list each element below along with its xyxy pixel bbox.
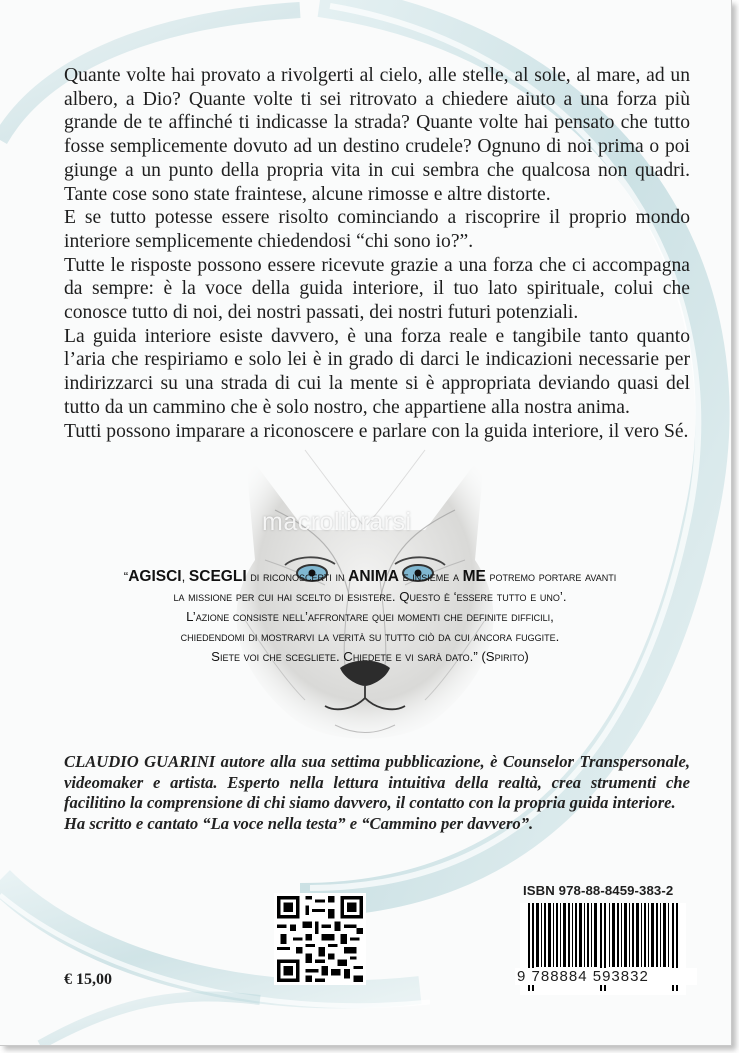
main-paragraph: Quante volte hai provato a rivolgerti al cielo, alle stelle, al sole, al mare, ad un albero, a Dio? Quante volte ti sei ritrovato a chiedere aiuto a una forza più grande de te affinché ti indicasse la strada? Quante volte hai pensato che tutto fosse semplicemente dovuto ad un destino crudele? Ognuno di noi prima o poi giunge a un punto della propria vita in cui sembra che qualcosa non quadri. Tante cose sono state fraintese, alcune rimosse e altre distorte.: [64, 65, 690, 205]
main-paragraph: Tutti possono imparare a riconoscere e parlare con la guida interiore, il vero Sé.: [64, 420, 689, 442]
barcode-digits: 9 788884 593832: [515, 968, 697, 985]
price: € 15,00: [64, 971, 112, 988]
quote-line-4: chiedendomi di mostrarvi la verità su tutto ciò da cui ancora fuggite.: [180, 629, 560, 644]
quote-text: e insieme a: [398, 569, 463, 584]
quote-keyword: ANIMA: [348, 568, 399, 585]
quote-text: potremo portare avanti: [485, 569, 617, 584]
isbn-label: ISBN 978-88-8459-383-2: [523, 883, 674, 898]
main-paragraph: E se tutto potesse essere risolto cominciando a riscoprire il proprio mondo interiore semplicemente chiedendosi “chi sono io?”.: [64, 207, 690, 252]
quote-line-1: [60, 567, 680, 587]
bio-paragraph: CLAUDIO GUARINI autore alla sua settima pubblicazione, è Counselor Transpersonale, videomaker e artista. Esperto nella lettura intuitiva della realtà, crea strumenti che facilitino la comprensione di chi siamo davvero, il contatto con la propria guida interiore.: [64, 752, 690, 813]
quote-line-3: L’azione consiste nell’affrontare quei momenti che definite difficili,: [186, 609, 554, 624]
quote-line-2: la missione per cui hai scelto di esistere. Questo è ‘essere tutto e uno’.: [173, 589, 567, 604]
quote-text: di riconoscerti in: [246, 569, 349, 584]
quote-text: ,: [181, 569, 189, 584]
quote-open-mark: “: [123, 569, 129, 584]
watermark: macrolibrarsi: [262, 508, 412, 536]
main-text: [64, 64, 690, 443]
qr-code: [274, 893, 366, 985]
quote-keyword: SCEGLI: [188, 568, 247, 585]
spirit-quote: [60, 567, 680, 667]
bio-paragraph: Ha scritto e cantato “La voce nella testa” e “Cammino per davvero”.: [64, 813, 534, 833]
quote-line-5: Siete voi che scegliete. Chiedete e vi sarà dato.” (Spirito): [211, 649, 529, 664]
main-paragraph: Tutte le risposte possono essere ricevute grazie a una forza che ci accompagna da sempre: è la voce della guida interiore, il tuo lato spirituale, colui che conosce tutto di noi, dei nostri passati, dei nostri futuri potenziali.: [64, 254, 690, 324]
quote-keyword: AGISCI: [128, 568, 182, 585]
author-bio: [64, 752, 690, 834]
main-paragraph: La guida interiore esiste davvero, è una forza reale e tangibile tanto quanto l’aria che respiriamo e solo lei è in grado di darci le indicazioni necessarie per indirizzarci su una strada di cui la mente si è appropriata deviando quasi del tutto da un cammino che è solo nostro, che appartiene alla nostra anima.: [64, 325, 690, 418]
quote-keyword: ME: [462, 568, 486, 585]
